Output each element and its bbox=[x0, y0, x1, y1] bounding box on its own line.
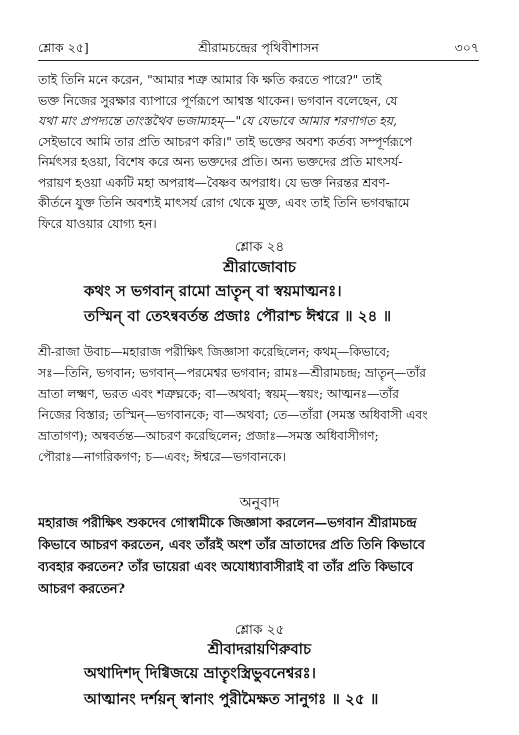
translation-line: ব্যবহার করতেন? তাঁর ভায়েরা এবং অযোধ্যাবাসীরাই বা তাঁর প্রতি কিভাবে bbox=[38, 560, 414, 575]
purport-line: যথা মাং প্রপদ্যন্তে তাংস্তথৈব ভজাম্যহম্—"যে যেভাবে আমার শরণাগত হয়, bbox=[38, 114, 397, 128]
translation-line: আচরণ করতেন? bbox=[38, 582, 125, 597]
purport-line: নির্মৎসর হওয়া, বিশেষ করে অন্য ভক্তদের প্রতি। অন্য ভক্তদের প্রতি মাৎসর্য- bbox=[38, 155, 403, 169]
purport-paragraph bbox=[38, 70, 481, 234]
verse-25-line-2: আত্মানং দর্শয়ন্ স্বানাং পুরীমৈক্ষত সানুগঃ ॥ ২৫ ॥ bbox=[84, 690, 379, 708]
synonym-line: ভ্রাতা লক্ষ্মণ, ভরত এবং শত্রুঘ্নকে; বা—অথবা; স্বয়ম্—স্বয়ং; আত্মনঃ—তাঁর bbox=[38, 387, 399, 401]
synonyms-block bbox=[38, 342, 481, 468]
translation-title: অনুবাদ bbox=[239, 495, 280, 511]
verse-25-speaker: শ্রীবাদরায়ণিরুবাচ bbox=[207, 640, 312, 658]
translation-block bbox=[38, 513, 481, 601]
purport-line: ফিরে যাওয়ার যোগ্য হন। bbox=[38, 216, 157, 231]
header-chapter-title: শ্রীরামচন্দ্রের পৃথিবীশাসন bbox=[198, 40, 319, 55]
purport-line: তাই তিনি মনে করেন, "আমার শত্রু আমার কি ক্ষতি করতে পারে?" তাই bbox=[38, 73, 382, 87]
verse-24-line-1: কথং স ভগবান্ রামো ভ্রাতৄন্ বা স্বয়মাত্মনঃ। bbox=[84, 282, 342, 300]
verse-24-line-2: তস্মিন্ বা তেঽন্ববর্তন্ত প্রজাঃ পৌরাশ্চ ঈশ্বরে ॥ ২৪ ॥ bbox=[84, 307, 392, 325]
verse-24-label: শ্লোক ২৪ bbox=[234, 239, 285, 255]
synonym-line: শ্রী-রাজা উবাচ—মহারাজ পরীক্ষিৎ জিজ্ঞাসা করেছিলেন; কথম্—কিভাবে; bbox=[38, 345, 391, 359]
purport-line: পরায়ণ হওয়া একটি মহা অপরাধ—বৈষ্ণব অপরাধ। যে ভক্ত নিরন্তর শ্রবণ- bbox=[38, 175, 390, 190]
verse-24-speaker: শ্রীরাজোবাচ bbox=[223, 258, 296, 276]
page-header bbox=[38, 40, 479, 62]
header-rule bbox=[38, 60, 479, 61]
synonym-line: পৌরাঃ—নাগরিকগণ; চ—এবং; ঈশ্বরে—ভগবানকে। bbox=[38, 450, 286, 464]
synonym-line: ভ্রাতাগণ); অন্ববর্তন্ত—আচরণ করেছিলেন; প্রজাঃ—সমস্ত অধিবাসীগণ; bbox=[38, 429, 379, 443]
synonym-line: সঃ—তিনি, ভগবান; ভগবান্—পরমেশ্বর ভগবান; রামঃ—শ্রীরামচন্দ্র; ভ্রাতৄন্—তাঁর bbox=[38, 366, 426, 380]
translation-line: মহারাজ পরীক্ষিৎ শুকদেব গোস্বামীকে জিজ্ঞাসা করলেন—ভগবান শ্রীরামচন্দ্র bbox=[38, 516, 417, 531]
header-page-number: ৩০৭ bbox=[454, 40, 479, 55]
purport-line: ভক্ত নিজের সুরক্ষার ব্যাপারে পূর্ণরূপে আশ্বস্ত থাকেন। ভগবান বলেছেন, যে bbox=[38, 93, 398, 108]
header-verse-ref: শ্লোক ২৫] bbox=[38, 40, 89, 55]
verse-25-line-1: অথাদিশদ্ দিগ্বিজয়ে ভ্রাতৄংস্ত্রিভুবনেশ্বরঃ। bbox=[84, 664, 316, 682]
translation-line: কিভাবে আচরণ করতেন, এবং তাঁরই অংশ তাঁর ভ্রাতাদের প্রতি তিনি কিভাবে bbox=[38, 538, 425, 553]
verse-25-label: শ্লোক ২৫ bbox=[234, 622, 285, 638]
purport-line: সেইভাবে আমি তার প্রতি আচরণ করি।" তাই ভক্তের অবশ্য কর্তব্য সম্পূর্ণরূপে bbox=[38, 134, 413, 149]
synonym-line: নিজের বিস্তার; তস্মিন্—ভগবানকে; বা—অথবা; তে—তাঁরা (সমস্ত অধিবাসী এবং bbox=[38, 408, 428, 422]
purport-line: কীর্তনে যুক্ত তিনি অবশ্যই মাৎসর্য রোগ থেকে মুক্ত, এবং তাই তিনি ভগবদ্ধামে bbox=[38, 196, 410, 210]
